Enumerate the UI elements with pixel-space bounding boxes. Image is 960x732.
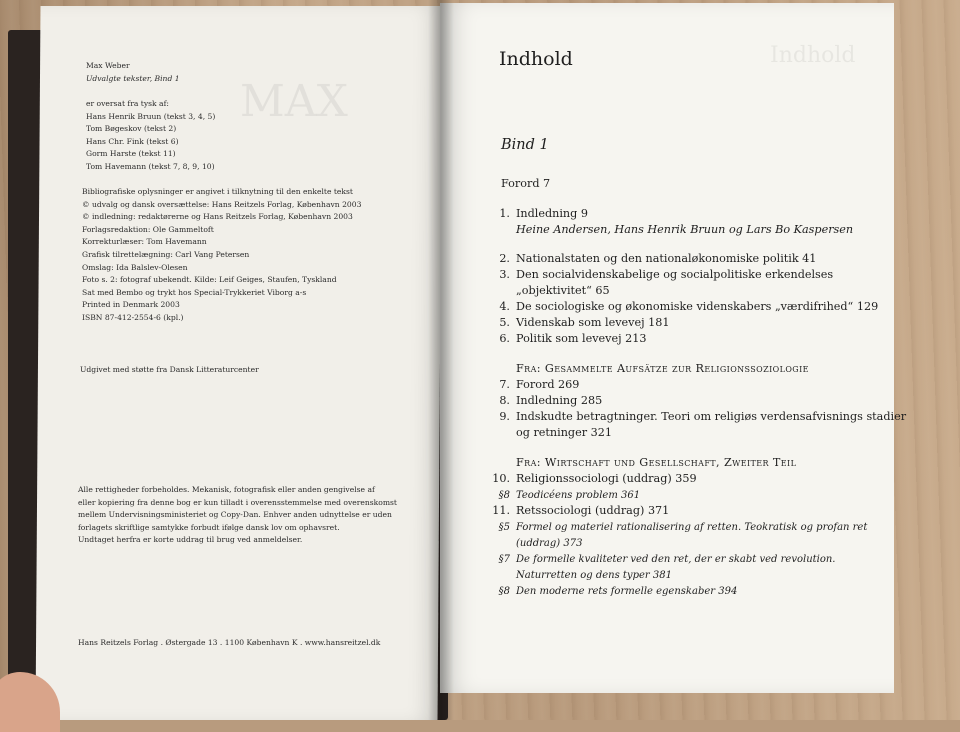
toc-entry-authors	[490, 223, 853, 236]
toc-subentry	[490, 488, 640, 501]
toc-subentry	[490, 552, 836, 565]
entry-number: §8	[498, 490, 510, 501]
support-text: Udgivet med støtte fra Dansk Litteraturcenter	[80, 365, 259, 374]
translator-line: Hans Chr. Fink (tekst 6)	[86, 136, 179, 146]
entry-text: Indskudte betragtninger. Teori om religiøs verdensafvisnings stadier	[516, 410, 907, 423]
book-title-line: Udvalgte tekster, Bind 1	[86, 73, 180, 83]
rights-notice	[78, 484, 397, 547]
entry-number: 6.	[499, 332, 510, 345]
toc-subentry	[490, 584, 737, 597]
rights-line: eller kopiering fra denne bog er kun tilladt i overensstemmelse med overenskomst	[78, 497, 397, 507]
entry-number: 7.	[499, 378, 510, 391]
entry-text: (uddrag) 373	[516, 538, 583, 549]
rights-line: forlagets skriftlige samtykke forbudt ifølge dansk lov om ophavsret.	[78, 522, 340, 532]
section-heading: Fra: Wirtschaft und Gesellschaft, Zweiter Teil	[516, 456, 797, 469]
toc-entry	[490, 378, 579, 391]
entry-text: „objektivitet“ 65	[516, 284, 610, 297]
toc-entry	[490, 300, 878, 313]
entry-text: Indledning 9	[516, 207, 588, 220]
entry-number: 2.	[499, 252, 510, 265]
entry-text: og retninger 321	[516, 426, 612, 439]
translator-line: Tom Bøgeskov (tekst 2)	[86, 124, 177, 134]
toc-entry	[490, 284, 610, 297]
colophon-details	[82, 186, 361, 325]
entry-text: Heine Andersen, Hans Henrik Bruun og Lars Bo Kaspersen	[516, 223, 854, 236]
colophon-line: Printed in Denmark 2003	[82, 300, 180, 310]
toc-entry	[490, 410, 906, 423]
entry-number: 8.	[499, 394, 510, 407]
colophon-line: Omslag: Ida Balslev-Olesen	[82, 262, 188, 272]
section-heading: Fra: Gesammelte Aufsätze zur Religionssoziologie	[516, 362, 809, 375]
entry-text: Den socialvidenskabelige og socialpolitiske erkendelses	[516, 268, 834, 281]
colophon-line: Foto s. 2: fotograf ubekendt. Kilde: Leif Geiges, Staufen, Tyskland	[82, 275, 337, 285]
rights-line: Alle rettigheder forbeholdes. Mekanisk, fotografisk eller anden gengivelse af	[78, 485, 375, 494]
entry-text: Retssociologi (uddrag) 371	[516, 504, 670, 517]
entry-text: Forord 269	[516, 378, 580, 391]
entry-text: Indledning 285	[516, 394, 603, 407]
colophon-line: Forlagsredaktion: Ole Gammeltoft	[82, 224, 214, 234]
entry-number: 4.	[499, 300, 510, 313]
toc-entry	[490, 252, 816, 265]
toc-entry	[490, 316, 669, 329]
toc-entry	[490, 472, 697, 485]
translator-line: Tom Havemann (tekst 7, 8, 9, 10)	[86, 161, 215, 171]
toc-entry	[490, 394, 602, 407]
colophon-line: Korrekturlæser: Tom Havemann	[82, 237, 207, 247]
toc-entry	[490, 504, 669, 517]
book-spine-shadow	[428, 0, 454, 720]
publisher-address: Hans Reitzels Forlag . Østergade 13 . 1100 København K . www.hansreitzel.dk	[78, 638, 381, 647]
entry-number: 5.	[499, 316, 510, 329]
volume-heading: Bind 1	[501, 137, 549, 153]
publisher-footer	[78, 637, 380, 650]
entry-text: De formelle kvaliteter ved den ret, der er skabt ved revolution.	[516, 554, 836, 565]
entry-number: §5	[498, 522, 510, 533]
colophon-line: Grafisk tilrettelægning: Carl Vang Petersen	[82, 249, 250, 259]
entry-number: 1.	[499, 207, 510, 220]
entry-number: 11.	[492, 504, 510, 517]
colophon-line: © indledning: redaktørerne og Hans Reitzels Forlag, København 2003	[82, 212, 353, 222]
entry-text: Den moderne rets formelle egenskaber 394	[516, 586, 738, 597]
entry-text: De sociologiske og økonomiske videnskabers „værdifrihed“ 129	[516, 300, 879, 313]
colophon-header	[86, 60, 180, 85]
colophon-line: © udvalg og dansk oversættelse: Hans Reitzels Forlag, København 2003	[82, 199, 362, 209]
toc-subentry	[490, 520, 867, 533]
entry-number: 3.	[499, 268, 510, 281]
toc-subentry	[490, 568, 672, 581]
author-line: Max Weber	[86, 61, 130, 70]
translator-list	[86, 98, 215, 174]
entry-text: Nationalstaten og den nationaløkonomiske politik 41	[516, 252, 817, 265]
toc-subentry	[490, 536, 582, 549]
entry-text: Videnskab som levevej 181	[516, 316, 670, 329]
toc-entry	[490, 207, 588, 220]
show-through-text: Indhold	[770, 43, 856, 68]
toc-foreword: Forord 7	[501, 177, 551, 190]
support-line	[80, 364, 259, 377]
entry-text: Politik som levevej 213	[516, 332, 647, 345]
colophon-line: Sat med Bembo og trykt hos Special-Trykkeriet Viborg a-s	[82, 287, 307, 297]
colophon-line: ISBN 87-412-2554-6 (kpl.)	[82, 312, 184, 322]
page-title: Indhold	[499, 48, 573, 70]
colophon-line: Bibliografiske oplysninger er angivet i tilknytning til den enkelte tekst	[82, 187, 353, 196]
entry-number: 10.	[492, 472, 510, 485]
entry-text: Formel og materiel rationalisering af retten. Teokratisk og profan ret	[516, 522, 868, 533]
translator-line: Gorm Harste (tekst 11)	[86, 149, 176, 159]
rights-line: mellem Undervisningsministeriet og Copy-Dan. Enhver anden udnyttelse er uden	[78, 510, 392, 520]
entry-number: 9.	[499, 410, 510, 423]
entry-text: Teodicéens problem 361	[516, 490, 641, 501]
entry-number: §8	[498, 586, 510, 597]
entry-number: §7	[498, 554, 510, 565]
entry-text: Naturretten og dens typer 381	[516, 570, 672, 581]
show-through-text: MAX	[239, 76, 349, 127]
translators-intro: er oversat fra tysk af:	[86, 99, 169, 108]
entry-text: Religionssociologi (uddrag) 359	[516, 472, 697, 485]
translator-line: Hans Henrik Bruun (tekst 3, 4, 5)	[86, 111, 216, 121]
toc-entry	[490, 268, 833, 281]
rights-line: Undtaget herfra er korte uddrag til brug ved anmeldelser.	[78, 535, 303, 545]
toc-entry	[490, 426, 612, 439]
toc-entry	[490, 332, 646, 345]
